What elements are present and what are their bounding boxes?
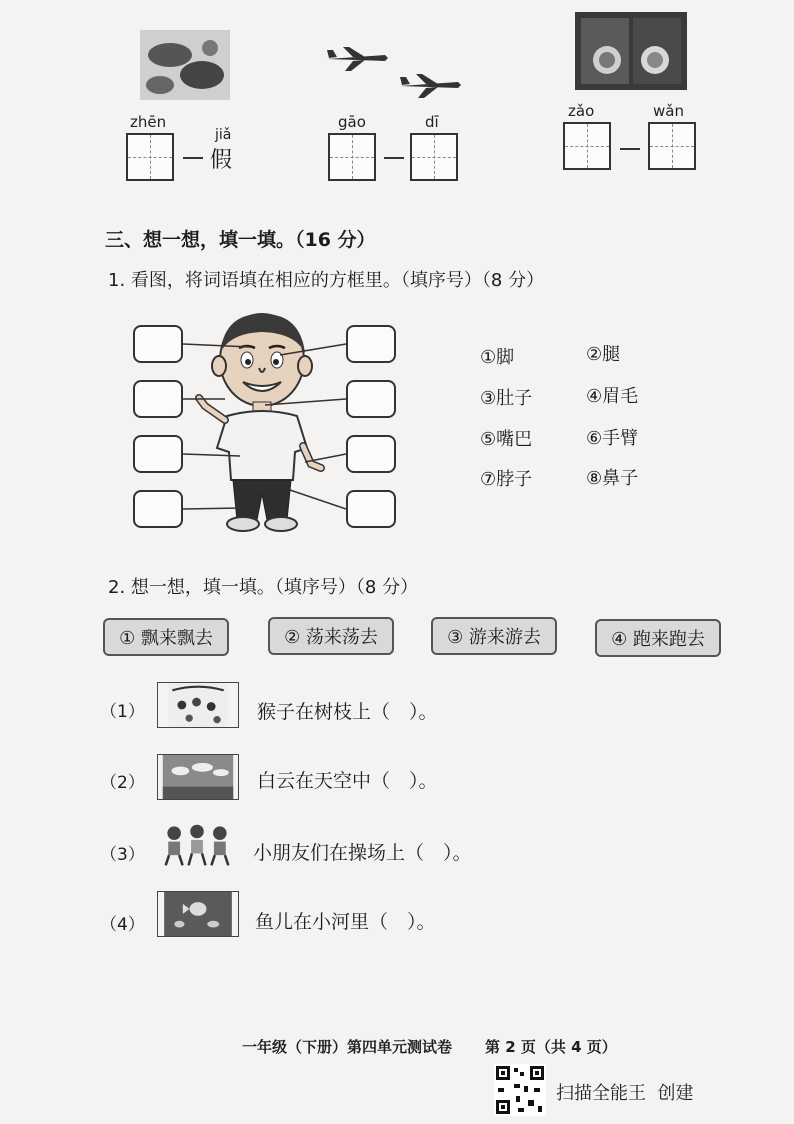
item-1-label: （1） xyxy=(100,702,145,722)
pinyin-zao: zǎo xyxy=(568,102,595,120)
item-1-sentence: 猴子在树枝上（ ）。 xyxy=(257,701,438,723)
footer-title: 一年级（下册）第四单元测试卷 xyxy=(242,1038,453,1056)
choice-pill-3[interactable]: ③ 游来游去 xyxy=(431,617,557,655)
monkeys-picture xyxy=(157,682,239,728)
pinyin-zhen: zhēn xyxy=(130,113,167,131)
option-3: ③肚子 xyxy=(480,388,533,409)
option-4: ④眉毛 xyxy=(586,386,639,407)
fish-picture xyxy=(157,891,239,937)
item-4-label: （4） xyxy=(100,915,145,935)
choice-pill-1[interactable]: ① 飘来飘去 xyxy=(103,618,229,656)
pinyin-gao: gāo xyxy=(338,113,366,131)
section-heading: 三、想一想，填一填。（16 分） xyxy=(105,229,376,251)
option-8: ⑧鼻子 xyxy=(586,468,639,489)
option-7: ⑦脖子 xyxy=(480,469,533,490)
pinyin-wan: wǎn xyxy=(653,102,684,120)
pinyin-jia: jiǎ xyxy=(215,127,232,143)
item-4-sentence: 鱼儿在小河里（ ）。 xyxy=(255,911,436,933)
question-1-prompt: 1. 看图，将词语填在相应的方框里。（填序号）（8 分） xyxy=(108,270,545,291)
item-3-label: （3） xyxy=(100,845,145,865)
footer-page-number: 第 2 页（共 4 页） xyxy=(485,1038,617,1056)
children-running-picture xyxy=(157,823,237,867)
item-2-sentence: 白云在天空中（ ）。 xyxy=(257,770,438,792)
option-1: ①脚 xyxy=(480,347,515,368)
char-jia: 假 xyxy=(210,148,233,173)
choice-pill-2[interactable]: ② 荡来荡去 xyxy=(268,617,394,655)
item-2-label: （2） xyxy=(100,773,145,793)
option-2: ②腿 xyxy=(586,344,621,365)
clouds-picture xyxy=(157,754,239,800)
option-6: ⑥手臂 xyxy=(586,428,639,449)
question-2-prompt: 2. 想一想，填一填。（填序号）（8 分） xyxy=(108,577,419,598)
item-3-sentence: 小朋友们在操场上（ ）。 xyxy=(253,842,472,864)
choice-pill-4[interactable]: ④ 跑来跑去 xyxy=(595,619,721,657)
option-5: ⑤嘴巴 xyxy=(480,429,533,450)
scanner-watermark: 扫描全能王 创建 xyxy=(556,1083,694,1104)
pinyin-di: dī xyxy=(425,113,439,131)
qr-code-icon xyxy=(494,1064,546,1116)
